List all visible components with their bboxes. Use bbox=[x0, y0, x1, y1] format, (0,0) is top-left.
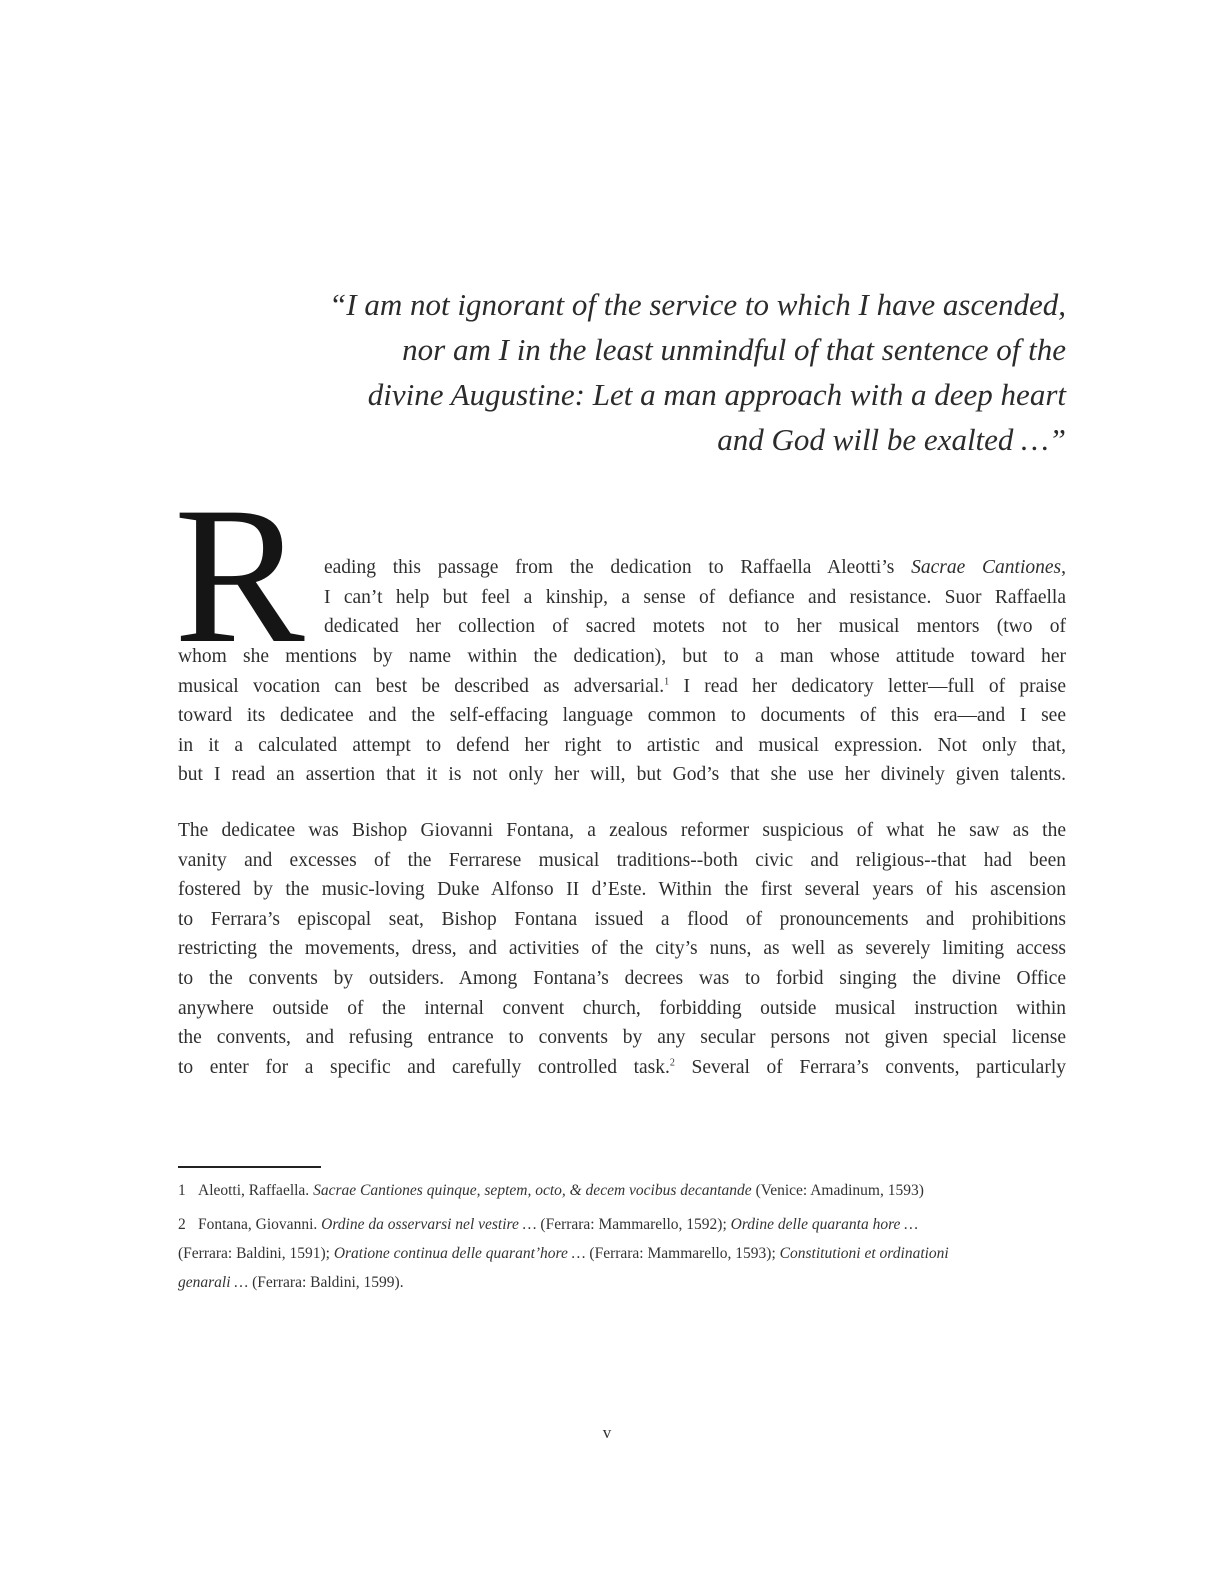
body-line: in it a calculated attempt to defend her right to artistic and musical expression. Not only that, bbox=[178, 734, 1066, 756]
citation-title: Ordine delle quaranta hore … bbox=[730, 1216, 919, 1233]
page-number: v bbox=[602, 1423, 612, 1442]
footnote-ref[interactable]: 2 bbox=[669, 1057, 675, 1069]
body-line: restricting the movements, dress, and activities of the city’s nuns, as well as severely limiting access bbox=[178, 938, 1066, 960]
body-line: I can’t help but feel a kinship, a sense of defiance and resistance. Suor Raffaella bbox=[324, 586, 1066, 608]
body-line: to enter for a specific and carefully controlled task.$^2$ Several of Ferrara’s convents, particularly bbox=[178, 1056, 1067, 1078]
body-line: eading this passage from the dedication to Raffaella Aleotti’s Sacrae Cantiones, bbox=[324, 557, 1067, 578]
epigraph-line: and God will be exalted …” bbox=[717, 422, 1066, 457]
body-line: fostered by the music-loving Duke Alfonso II d’Este. Within the first several years of his ascension bbox=[178, 879, 1066, 901]
body-line: vanity and excesses of the Ferrarese musical traditions--both civic and religious--that had been bbox=[178, 849, 1066, 871]
epigraph-line: “I am not ignorant of the service to which I have ascended, bbox=[329, 287, 1066, 322]
body-line: anywhere outside of the internal convent church, forbidding outside musical instruction within bbox=[178, 997, 1066, 1019]
paragraph-1-opening bbox=[324, 553, 1066, 642]
citation-title: Ordine da osservarsi nel vestire … bbox=[321, 1216, 537, 1233]
book-title: Sacrae Cantiones bbox=[911, 557, 1062, 578]
citation-title: Oratione continua delle quarant’hore … bbox=[333, 1245, 586, 1262]
footnote-number: 2 bbox=[178, 1216, 186, 1233]
citation-title: genarali … bbox=[178, 1274, 249, 1291]
epigraph-line: nor am I in the least unmindful of that sentence of the bbox=[402, 332, 1066, 367]
body-line: musical vocation can best be described as adversarial.$^1$ I read her dedicatory letter—full of praise bbox=[178, 675, 1066, 697]
footnote-number: 1 bbox=[178, 1182, 186, 1199]
body-line: toward its dedicatee and the self-effacing language common to documents of this era—and I see bbox=[178, 705, 1066, 727]
body-line: to the convents by outsiders. Among Fontana’s decrees was to forbid singing the divine Office bbox=[178, 967, 1066, 989]
footnote-2: 2 Fontana, Giovanni. Ordine da osservarsi nel vestire … (Ferrara: Mammarello, 1592); Ordine delle quaranta hore … (Ferrara: Baldini, 1591); Oratione continua delle quarant’hore … (Ferrara: Mammarello, 1593); Constitutioni et ordinationi genarali … (Ferrara: Baldini, 1599). bbox=[178, 1210, 1066, 1297]
body-line: dedicated her collection of sacred motets not to her musical mentors (two of bbox=[324, 616, 1066, 638]
footnote-1: 1 Aleotti, Raffaella. Sacrae Cantiones quinque, septem, octo, & decem vocibus decantande (Venice: Amadinum, 1593) bbox=[178, 1176, 1066, 1205]
footnotes bbox=[178, 1176, 1066, 1297]
footnote-ref[interactable]: 1 bbox=[664, 676, 670, 688]
body-line: whom she mentions by name within the dedication), but to a man whose attitude toward her bbox=[178, 646, 1066, 667]
body-line: to Ferrara’s episcopal seat, Bishop Fontana issued a flood of pronouncements and prohibitions bbox=[178, 908, 1066, 930]
drop-cap: R bbox=[174, 467, 305, 684]
citation-title: Sacrae Cantiones quinque, septem, octo, & decem vocibus decantande bbox=[313, 1182, 752, 1199]
citation-title: Constitutioni et ordinationi bbox=[779, 1245, 949, 1262]
epigraph-quote bbox=[300, 282, 1066, 462]
paragraph-2 bbox=[178, 816, 1066, 1082]
epigraph-line: divine Augustine: Let a man approach with a deep heart bbox=[367, 377, 1066, 412]
body-line: the convents, and refusing entrance to convents by any secular persons not given special license bbox=[178, 1027, 1066, 1049]
body-line: The dedicatee was Bishop Giovanni Fontana, a zealous reformer suspicious of what he saw as the bbox=[178, 820, 1066, 841]
footnote-divider bbox=[178, 1166, 321, 1168]
paragraph-1-body bbox=[178, 642, 1066, 790]
body-line: but I read an assertion that it is not only her will, but God’s that she use her divinely given talents. bbox=[178, 764, 1066, 786]
